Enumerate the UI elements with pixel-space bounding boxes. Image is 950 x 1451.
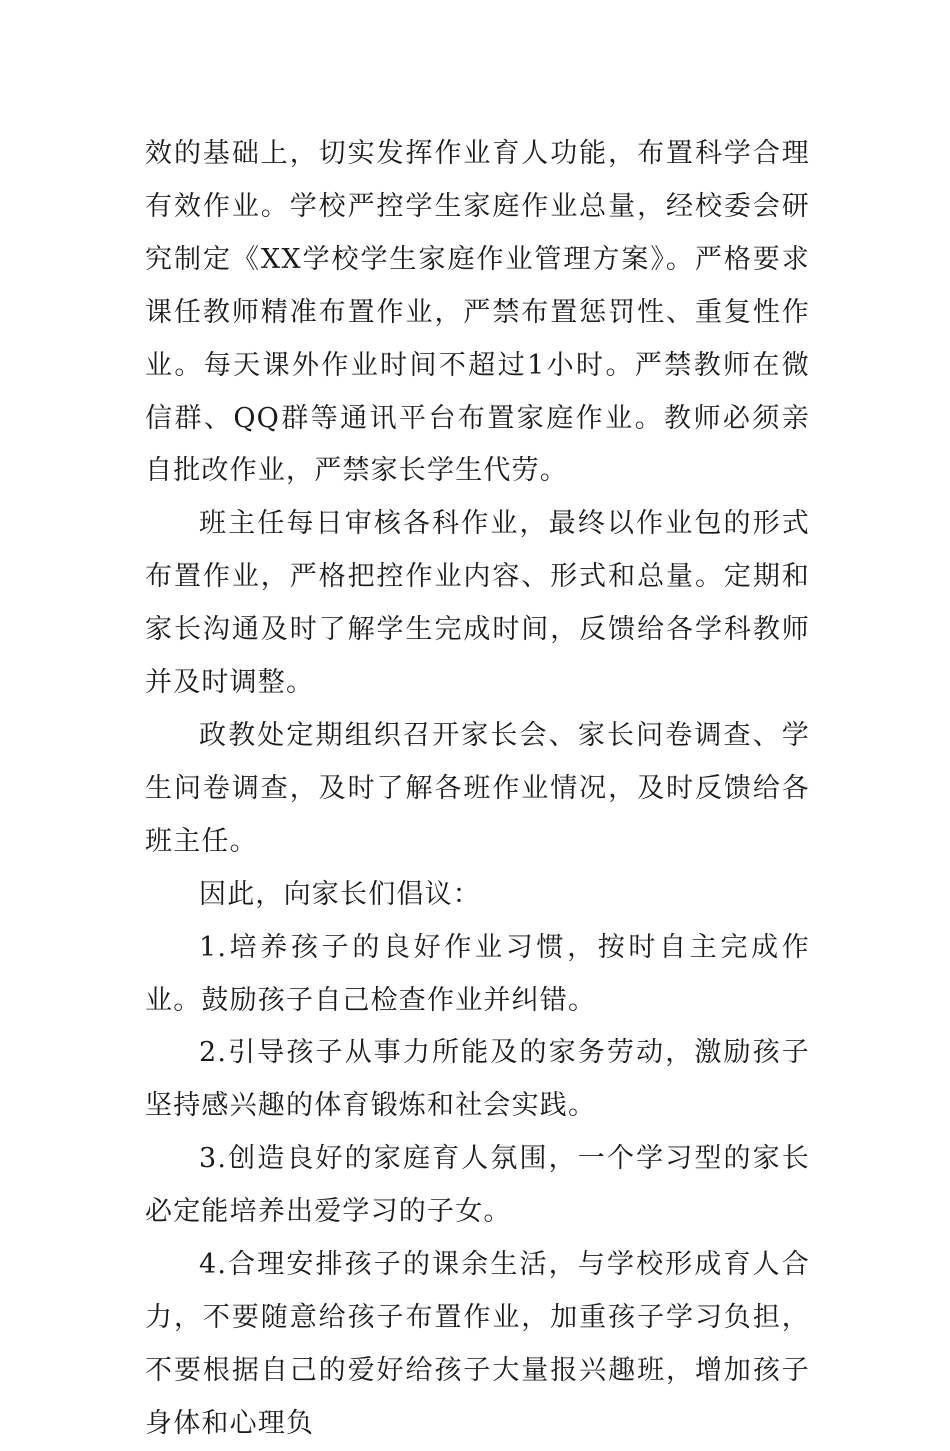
paragraph-class-teacher: 班主任每日审核各科作业，最终以作业包的形式布置作业，严格把控作业内容、形式和总量。定期和家长沟通及时了解学生完成时间，反馈给各学科教师并及时调整。: [145, 508, 810, 699]
paragraph-item-1: 1.培养孩子的良好作业习惯，按时自主完成作业。鼓励孩子自己检查作业并纠错。: [145, 931, 810, 1016]
paragraph-continuation: 效的基础上，切实发挥作业育人功能，布置科学合理有效作业。学校严控学生家庭作业总量，经校委会研究制定《XX学校学生家庭作业管理方案》。严格要求课任教师精准布置作业，严禁布置惩罚性、重复性作业。每天课外作业时间不超过1小时。严禁教师在微信群、QQ群等通讯平台布置家庭作业。教师必须亲自批改作业，严禁家长学生代劳。: [145, 138, 810, 487]
document-body: [145, 128, 810, 1451]
paragraph-item-2: 2.引导孩子从事力所能及的家务劳动，激励孩子坚持感兴趣的体育锻炼和社会实践。: [145, 1037, 810, 1122]
paragraph-political-office: 政教处定期组织召开家长会、家长问卷调查、学生问卷调查，及时了解各班作业情况，及时反馈给各班主任。: [145, 719, 810, 857]
paragraph-item-4: 4.合理安排孩子的课余生活，与学校形成育人合力，不要随意给孩子布置作业，加重孩子学习负担，不要根据自己的爱好给孩子大量报兴趣班，增加孩子身体和心理负: [145, 1249, 810, 1439]
paragraph-proposal-intro: 因此，向家长们倡议：: [199, 878, 481, 910]
paragraph-item-3: 3.创造良好的家庭育人氛围，一个学习型的家长必定能培养出爱学习的子女。: [145, 1143, 810, 1228]
